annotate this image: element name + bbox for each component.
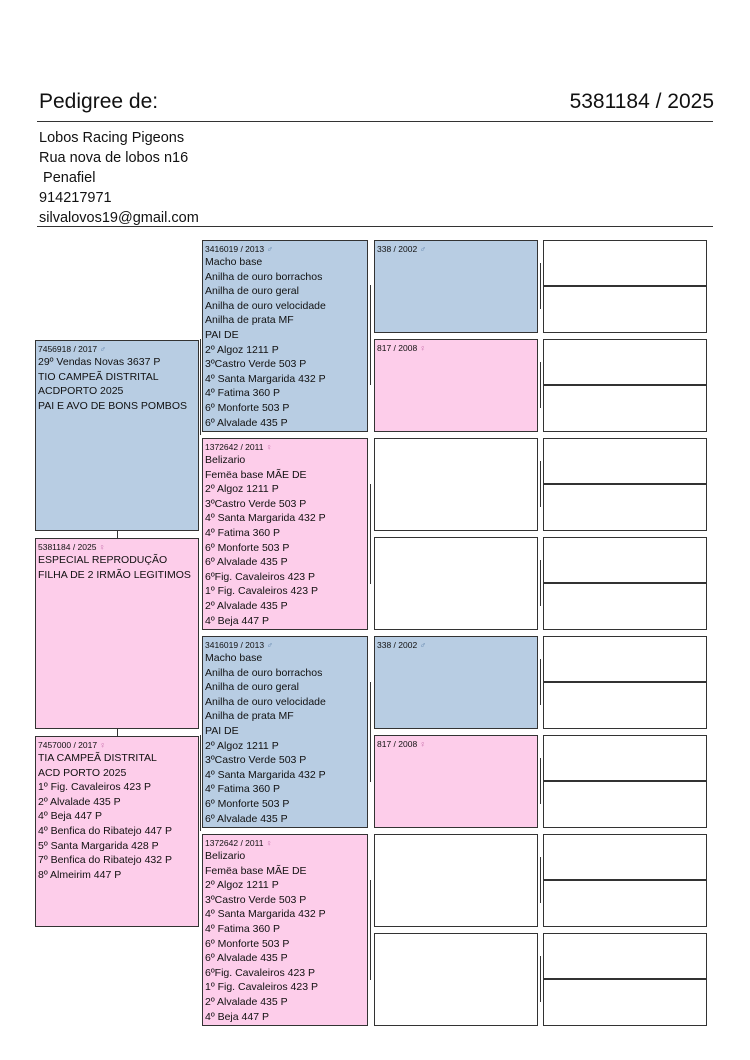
ring-number: 7457000 / 2017 [38,740,98,750]
connector-line [117,728,118,736]
ancestor-slot[interactable] [543,286,707,333]
breeder-info [39,128,199,228]
pigeon-note: PAI DE [205,724,239,737]
sire-card[interactable] [35,340,199,531]
pigeon-note: 4º Benfica do Ribatejo 447 P [38,824,173,837]
pigeon-note: 2º Algoz 1211 P [205,879,279,892]
female-icon: ♀ [419,343,426,353]
connector-line [540,560,541,606]
pigeon-note: 4º Fatima 360 P [205,922,281,935]
pigeon-note: 6º Monforte 503 P [205,541,290,554]
header-divider [37,121,713,122]
ancestor-slot[interactable] [543,880,707,927]
connector-line [540,362,541,408]
ring-number: 3416019 / 2013 [205,244,265,254]
pigeon-note: Anilha de ouro geral [205,285,299,298]
connector-line [200,339,201,435]
female-icon: ♀ [98,542,106,552]
ancestor-slot[interactable] [543,537,707,583]
ring-number: 817 / 2008 [377,739,418,749]
ancestor-slot[interactable] [543,933,707,979]
pigeon-note: 8º Almeirim 447 P [38,868,122,881]
breeder-divider [37,226,713,227]
male-icon: ♂ [266,244,273,254]
pigeon-note: 3ºCastro Verde 503 P [205,358,307,371]
pedigree-ring-number: 5381184 / 2025 [569,90,714,113]
pigeon-note: 29º Vendas Novas 3637 P [38,356,161,368]
connector-line [370,682,371,782]
pigeon-note: Anilha de ouro geral [205,681,299,694]
breeder-email: silvalovos19@gmail.com [39,210,199,226]
female-icon: ♀ [99,740,106,750]
ring-number: 5381184 / 2025 [38,542,97,552]
connector-line [370,880,371,980]
connector-line [540,857,541,903]
pigeon-note: 6ºFig. Cavaleiros 423 P [205,966,316,979]
ancestor-slot[interactable] [543,979,707,1026]
pigeon-note: 4º Santa Margarida 432 P [205,768,326,781]
subject-card[interactable] [35,538,199,729]
pigeon-note: Anilha de prata MF [205,314,294,327]
pigeon-note: 6ºFig. Cavaleiros 423 P [205,570,316,583]
pigeon-note: 1º Fig. Cavaleiros 423 P [205,585,318,598]
female-icon: ♀ [265,838,273,848]
male-icon: ♂ [419,244,426,254]
ancestor-slot[interactable] [543,834,707,880]
pigeon-note: 4º Santa Margarida 432 P [205,512,326,525]
pigeon-note: ESPECIAL REPRODUÇÃO [38,554,168,566]
paternal-grandsire-card[interactable] [202,240,368,432]
pigeon-note: TIO CAMPEÃ DISTRITAL [38,370,159,383]
great-grandparent-card[interactable] [374,636,538,729]
pigeon-note: PAI DE [205,328,239,341]
maternal-grandsire-card[interactable] [202,636,368,828]
pigeon-note: Anilha de ouro velocidade [205,695,326,708]
pigeon-note: 6º Monforte 503 P [205,797,290,810]
ring-number: 338 / 2002 [377,244,418,254]
pigeon-note: 4º Beja 447 P [205,614,269,627]
dam-card[interactable] [35,736,199,927]
connector-line [370,285,371,385]
pigeon-note: 7º Benfica do Ribatejo 432 P [38,854,173,867]
page-title: Pedigree de: [39,90,159,113]
great-grandparent-card[interactable] [374,438,538,531]
pigeon-note: 4º Santa Margarida 432 P [205,908,326,921]
breeder-phone: 914217971 [39,190,112,206]
pigeon-note: Macho base [205,256,263,268]
connector-line [540,263,541,309]
pigeon-note: 2º Algoz 1211 P [205,343,279,356]
pigeon-note: 1º Fig. Cavaleiros 423 P [38,781,151,794]
maternal-granddam-card[interactable] [202,834,368,1026]
connector-line [540,956,541,1002]
pigeon-note: Anilha de prata MF [205,710,294,723]
ring-number: 1372642 / 2011 [205,442,264,452]
ring-number: 7456918 / 2017 [38,344,98,354]
pigeon-note: 6º Monforte 503 P [205,937,290,950]
pigeon-note: 2º Algoz 1211 P [205,483,279,496]
pigeon-note: 3ºCastro Verde 503 P [205,893,307,906]
pigeon-note: 4º Santa Margarida 432 P [205,372,326,385]
ring-number: 338 / 2002 [377,640,418,650]
connector-line [117,530,118,538]
male-icon: ♂ [99,344,106,354]
pigeon-note: 2º Alvalade 435 P [205,599,288,612]
connector-line [540,758,541,804]
ancestor-slot[interactable] [543,385,707,432]
pigeon-note: 4º Fatima 360 P [205,387,281,400]
pigeon-note: TIA CAMPEÃ DISTRITAL [38,752,157,764]
pigeon-note: 1º Fig. Cavaleiros 423 P [205,981,318,994]
pigeon-note: 4º Fatima 360 P [205,526,281,539]
pigeon-note: 5º Santa Margarida 428 P [38,839,159,852]
pigeon-note: 2º Alvalade 435 P [38,795,121,808]
great-grandparent-card[interactable] [374,537,538,630]
great-grandparent-card[interactable] [374,240,538,333]
female-icon: ♀ [419,739,426,749]
ancestor-slot[interactable] [543,682,707,729]
connector-line [540,659,541,705]
pigeon-note: 2º Algoz 1211 P [205,739,279,752]
pigeon-note: Belizario [205,454,246,466]
ancestor-slot[interactable] [543,438,707,484]
breeder-name: Lobos Racing Pigeons [39,130,185,146]
pigeon-note: Anilha de ouro borrachos [205,666,323,679]
ancestor-slot[interactable] [543,484,707,531]
pigeon-note: Fеmëa base MÃE DE [205,864,307,877]
breeder-city: Penafiel [39,170,96,186]
great-grandparent-card[interactable] [374,834,538,927]
pigeon-note: FILHA DE 2 IRMÃO LEGITIMOS [38,568,191,581]
pigeon-note: 6º Alvalade 435 P [205,952,288,965]
pigeon-note: Fеmëa base MÃE DE [205,468,307,481]
ancestor-slot[interactable] [543,735,707,781]
pigeon-note: ACDPORTO 2025 [38,385,124,398]
great-grandparent-card[interactable] [374,933,538,1026]
pigeon-note: 6º Alvalade 435 P [205,416,288,429]
pigeon-note: Macho base [205,652,263,664]
pigeon-note: 4º Beja 447 P [38,810,102,823]
connector-line [200,735,201,831]
ancestor-slot[interactable] [543,781,707,828]
pigeon-note: 4º Fatima 360 P [205,783,281,796]
pigeon-note: 4º Beja 447 P [205,1010,269,1023]
breeder-address: Rua nova de lobos n16 [39,150,189,166]
pigeon-note: Belizario [205,850,246,862]
great-grandparent-card[interactable] [374,339,538,432]
pigeon-note: PAI E AVO DE BONS POMBOS [38,399,187,412]
pigeon-note: 3ºCastro Verde 503 P [205,754,307,767]
pigeon-note: 6º Alvalade 435 P [205,556,288,569]
great-grandparent-card[interactable] [374,735,538,828]
pigeon-note: 3ºCastro Verde 503 P [205,497,307,510]
pigeon-note: Anilha de ouro borrachos [205,270,323,283]
ancestor-slot[interactable] [543,636,707,682]
ancestor-slot[interactable] [543,339,707,385]
pigeon-note: 6º Monforte 503 P [205,401,290,414]
paternal-granddam-card[interactable] [202,438,368,630]
pigeon-note: Anilha de ouro velocidade [205,299,326,312]
ring-number: 1372642 / 2011 [205,838,264,848]
male-icon: ♂ [266,640,273,650]
connector-line [370,484,371,584]
ring-number: 3416019 / 2013 [205,640,265,650]
ancestor-slot[interactable] [543,240,707,286]
ring-number: 817 / 2008 [377,343,418,353]
pigeon-note: ACD PORTO 2025 [38,766,127,779]
female-icon: ♀ [265,442,273,452]
male-icon: ♂ [419,640,426,650]
connector-line [540,461,541,507]
ancestor-slot[interactable] [543,583,707,630]
pigeon-note: 2º Alvalade 435 P [205,995,288,1008]
pigeon-note: 6º Alvalade 435 P [205,812,288,825]
